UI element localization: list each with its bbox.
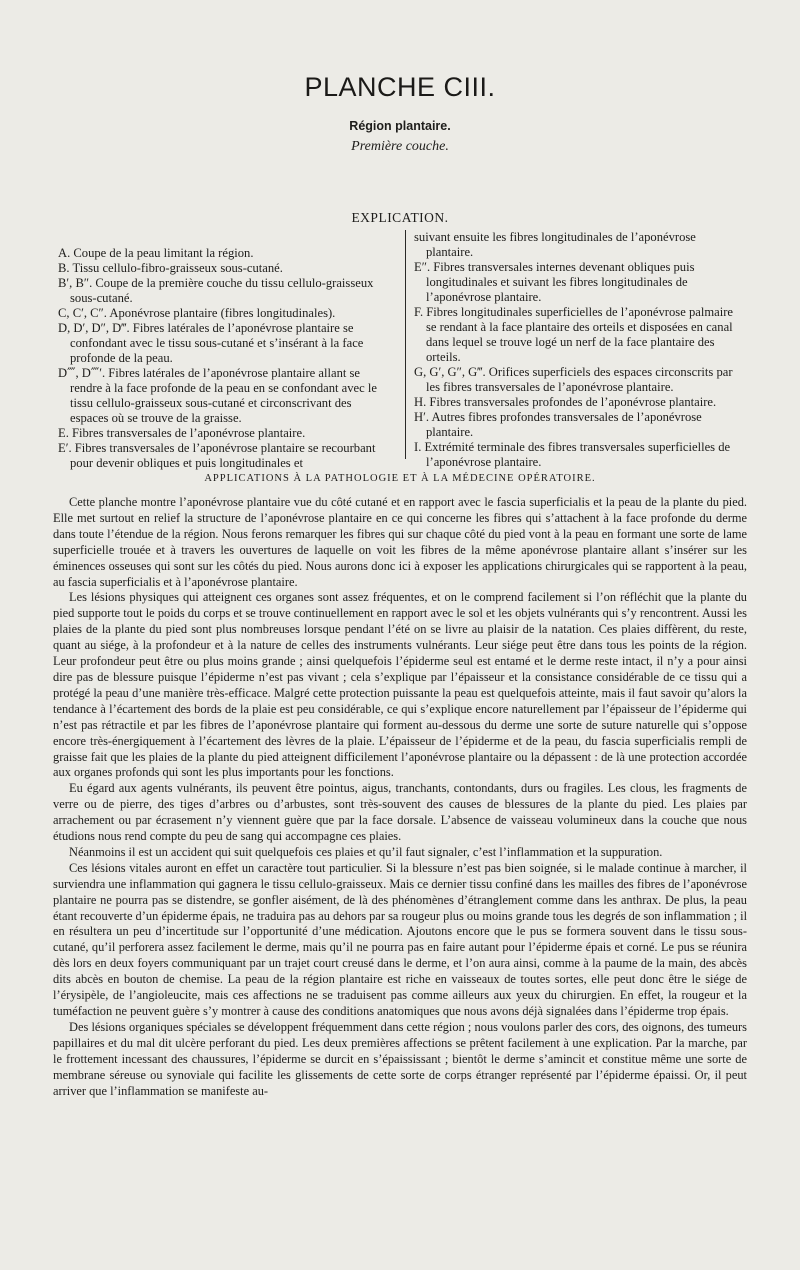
layer-subtitle: Première couche. <box>351 139 449 154</box>
legend-entry: H. Fibres transversales profondes de l’aponévrose plantaire. <box>414 395 717 409</box>
explication-heading: EXPLICATION. <box>351 210 449 225</box>
legend-entry: D, D′, D″, D‴. Fibres latérales de l’aponévrose plantaire se confondant avec le tissu sous-cutané et s’insérant à la face profonde de la peau. <box>58 321 364 365</box>
paragraph: Des lésions organiques spéciales se développent fréquemment dans cette région ; nous voulons parler des cors, des oignons, des tumeurs papillaires et du mal dit ulcère perforant du pied. Les deux premières affections se prêtent facilement à une explication. Par la marche, par le frottement incessant des chaussures, l’épiderme se durcit en s’épaississant ; bientôt le derme s’amincit et constitue même une sorte de membrane séreuse ou synoviale qui facilite les glissements de cette sorte de corps étranger représenté par l’épiderme épaissi. Or, il peut arriver que l’inflammation se manifeste au- <box>53 1019 747 1098</box>
legend-entry: E′. Fibres transversales de l’aponévrose plantaire se recourbant pour devenir obliques et puis longitudinales et <box>58 441 376 470</box>
legend-entry: A. Coupe de la peau limitant la région. <box>58 246 254 260</box>
column-divider <box>405 230 406 459</box>
region-title: Région plantaire. <box>349 119 451 133</box>
paragraph: Les lésions physiques qui atteignent ces organes sont assez fréquentes, et on le comprend facilement si l’on réfléchit que la plante du pied supporte tout le poids du corps et se trouve continuellement en rapport avec le sol et les objets vulnérants qui s’y rencontrent. Aussi les plaies de la plante du pied sont plus nombreuses lorsque pendant l’été on se livre au plaisir de la natation. Ces plaies diffèrent, du reste, quant au siége, à la profondeur et à la nature de celles des instruments vulnérants. Leur siége peut être dans tous les points de la région. Leur profondeur peut être ou plus moins grande ; ainsi quelquefois l’épiderme seul est entamé et le derme reste intact, il n’y a pour ainsi dire pas de blessure puisque l’épiderme n’est pas vivant ; cela s’explique par l’épaisseur et la consistance considérable de ce tissu qui a protégé la peau d’une manière très-efficace. Malgré cette protection puissante la peau est quelquefois atteinte, mais il faut savoir qu’alors la tendance à l’écartement des bords de la plaie est peu considérable, ce qui s’explique encore naturellement par l’épaisseur de l’épiderme qui n’est pas rétractile et par les fibres de l’aponévrose plantaire qui forment au-dessous du derme une sorte de suture naturelle qui s’oppose encore très-énergiquement à l’écartement des lèvres de la plaie. L’épaisseur de l’épiderme et de la peau, du fascia superficialis rempli de graisse fait que les plaies de la plante du pied atteignent difficilement l’aponévrose plantaire ou la dépassent : de là une protection accordée aux organes profonds qui sont les plus importants pour les fonctions. <box>53 590 747 780</box>
paragraph: Néanmoins il est un accident qui suit quelquefois ces plaies et qu’il faut signaler, c’est l’inflammation et la suppuration. <box>69 844 663 859</box>
legend-entry: I. Extrémité terminale des fibres transversales superficielles de l’aponévrose plantaire. <box>414 440 731 469</box>
legend-entry: D⁗, D⁗′. Fibres latérales de l’aponévrose plantaire allant se rendre à la face profonde de la peau en se confondant avec le tissu cellulo-graisseux sous-cutané et circonscrivant des espaces où se trouve de la graisse. <box>58 366 377 425</box>
applications-heading: APPLICATIONS À LA PATHOLOGIE ET À LA MÉDECINE OPÉRATOIRE. <box>204 473 596 484</box>
body-text <box>53 495 747 1099</box>
paragraph: Ces lésions vitales auront en effet un caractère tout particulier. Si la blessure n’est pas bien soignée, si le malade continue à marcher, il surviendra une inflammation qui gagnera le tissu cellulo-graisseux. Mais ce dernier tissu confiné dans les mailles des fibres de l’aponévrose plantaire ne pourra pas se distendre, se gonfler aisément, de là des phénomènes d’étranglement comme dans les anthrax. De plus, la peau étant recouverte d’un épiderme épais, ne traduira pas au dehors par sa rougeur plus ou moins grande tous les degrés de son inflammation ; il en résultera un peu d’incertitude sur l’opportunité d’une médication. Ajoutons encore que le pus se formera souvent dans le tissu sous-cutané, qu’il perforera assez facilement le derme, mais qu’il ne pourra pas en faire autant pour l’épiderme épais et corné. Le pus se réunira dès lors en deux foyers communiquant par un trajet court creusé dans le derme, et l’on aura ainsi, comme à la paume de la main, des abcès dits abcès en bouton de chemise. La peau de la région plantaire est riche en vaisseaux de toutes sortes, elle peut donc être le siége de l’érysipèle, de l’angioleucite, mais ces affections ne se traduisent pas comme ailleurs aux yeux du chirurgien. En effet, la rougeur et la tuméfaction ne peuvent guère s’y montrer à cause des conditions anatomiques que nous avons déjà signalées dans l’épiderme trop épais. <box>53 860 748 1018</box>
legend-entry: suivant ensuite les fibres longitudinales de l’aponévrose plantaire. <box>414 230 696 259</box>
legend-entry: B′, B″. Coupe de la première couche du tissu cellulo-graisseux sous-cutané. <box>58 276 374 305</box>
legend-right-column <box>414 230 746 470</box>
legend-entry: B. Tissu cellulo-fibro-graisseux sous-cutané. <box>58 261 283 275</box>
legend-left-column <box>58 246 392 471</box>
paragraph: Cette planche montre l’aponévrose plantaire vue du côté cutané et en rapport avec le fascia superficialis et la peau de la plante du pied. Elle met surtout en relief la structure de l’aponévrose plantaire en ce qui concerne les fibres qui s’attachent à la face profonde du derme dans toute l’étendue de la région. Nous ferons remarquer les fibres qui sur chaque côté du pied vont à la peau en formant une sorte de lame superficielle trouée et à travers les ouvertures de laquelle on voit les fibres de la même aponévrose plantaire allant s’insérer sur les éminences osseuses qui sont sur les côtés du pied. Nous aurons donc ici à exposer les applications chirurgicales qui se rapportent à la peau, au fascia superficialis et à l’aponévrose plantaire. <box>53 495 747 589</box>
legend-entry: H′. Autres fibres profondes transversales de l’aponévrose plantaire. <box>414 410 702 439</box>
legend-entry: E″. Fibres transversales internes devenant obliques puis longitudinales et suivant les fibres longitudinales de l’aponévrose plantaire. <box>414 260 695 304</box>
legend-entry: C, C′, C″. Aponévrose plantaire (fibres longitudinales). <box>58 306 336 320</box>
legend-entry: F. Fibres longitudinales superficielles de l’aponévrose palmaire se rendant à la face plantaire des orteils et disposées en canal dans lequel se trouve logé un nerf de la face plantaire des orteils. <box>414 305 733 364</box>
legend-entry: E. Fibres transversales de l’aponévrose plantaire. <box>58 426 306 440</box>
legend <box>58 230 746 470</box>
plate-title: PLANCHE CIII. <box>304 72 496 102</box>
paragraph: Eu égard aux agents vulnérants, ils peuvent être pointus, aigus, tranchants, contondants, durs ou fragiles. Les clous, les fragments de verre ou de pierre, des tiges d’arbres ou d’arbustes, sont très-souvent des causes de blessures de la plante du pied. Les plaies par arrachement ou par écrasement n’y viennent guère que par la face dorsale. L’absence de vaisseau volumineux dans la couche que nous étudions nous rend compte du peu de sang qui accompagne ces plaies. <box>53 781 747 844</box>
legend-entry: G, G′, G″, G‴. Orifices superficiels des espaces circonscrits par les fibres transversales de l’aponévrose plantaire. <box>414 365 733 394</box>
